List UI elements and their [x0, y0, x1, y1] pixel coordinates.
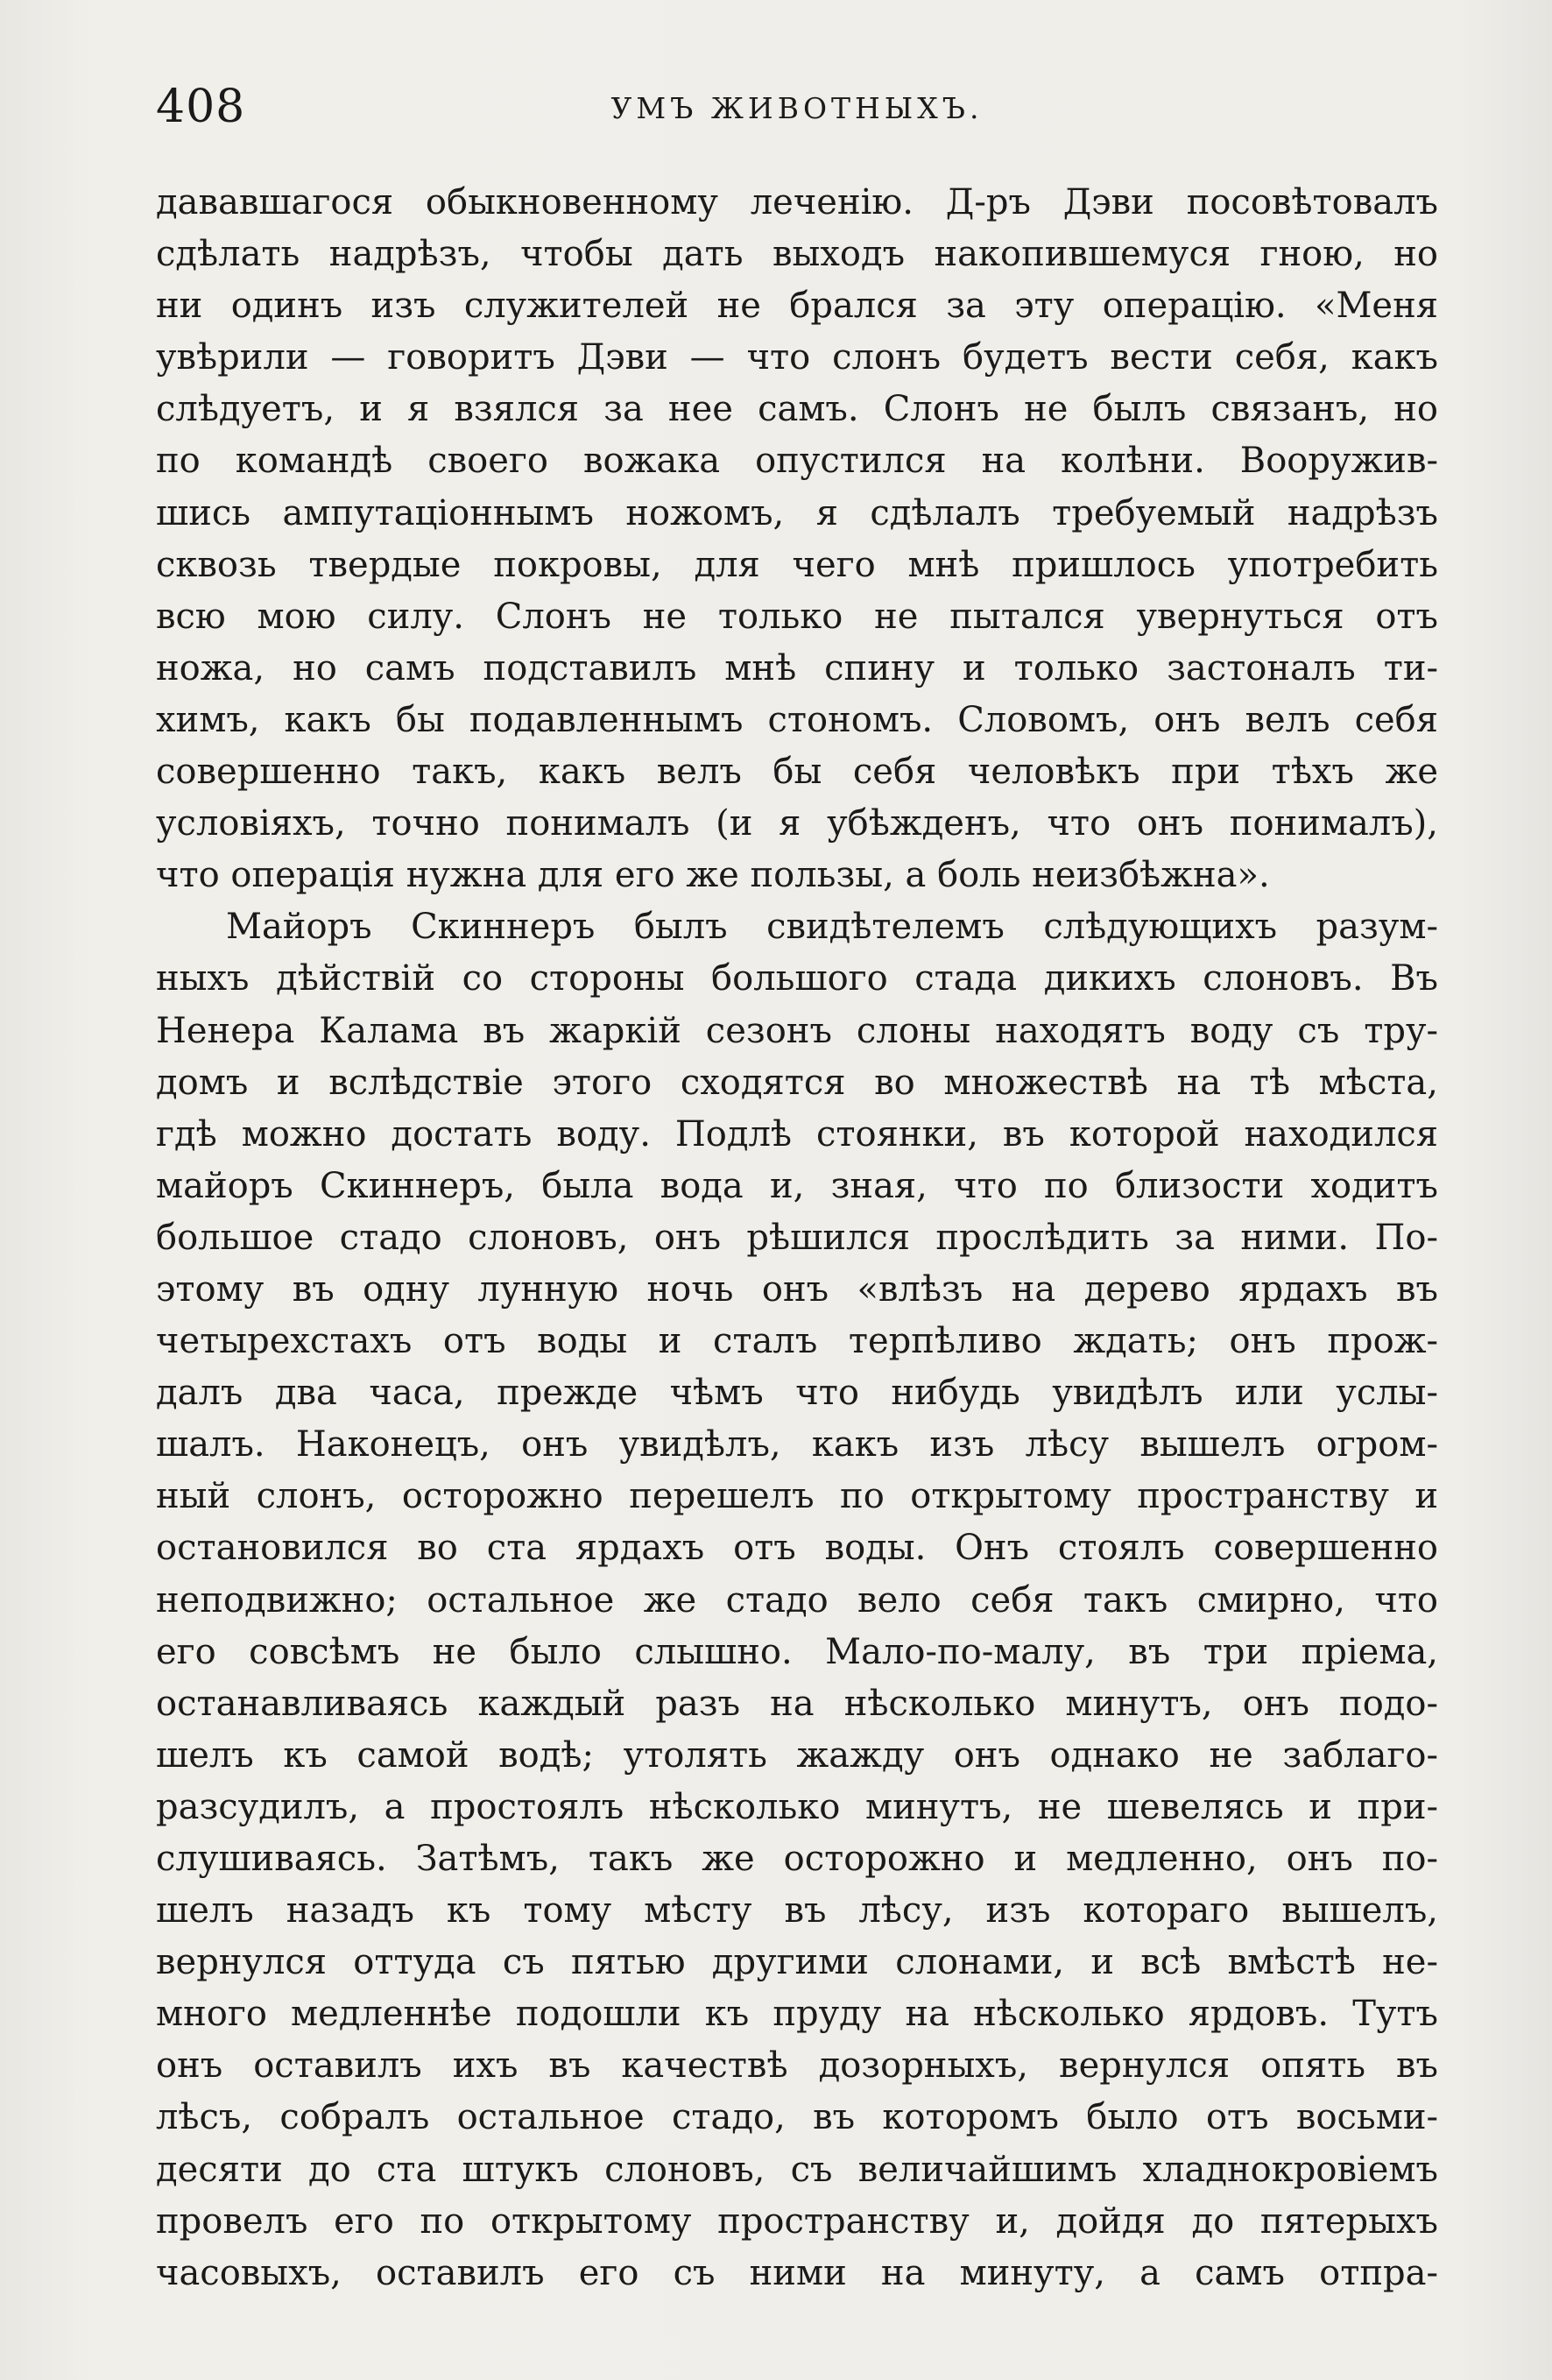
text-line: остановился во ста ярдахъ отъ воды. Онъ стоялъ совершенно	[156, 1528, 1438, 1569]
text-line: майоръ Скиннеръ, была вода и, зная, что по близости ходитъ	[156, 1165, 1438, 1206]
page-number: 408	[156, 81, 246, 133]
page-header	[156, 81, 1438, 133]
text-line: по командѣ своего вожака опустился на колѣни. Вооружив-	[156, 441, 1438, 482]
text-line: лѣсъ, собралъ остальное стадо, въ которомъ было отъ восьми-	[156, 2097, 1438, 2138]
text-line: ныхъ дѣйствій со стороны большого стада дикихъ слоновъ. Въ	[156, 958, 1438, 999]
text-line: увѣрили — говоритъ Дэви — что слонъ будетъ вести себя, какъ	[156, 337, 1438, 378]
text-line: слушиваясь. Затѣмъ, такъ же осторожно и медленно, онъ по-	[156, 1839, 1438, 1879]
text-line: его совсѣмъ не было слышно. Мало-по-малу, въ три пріема,	[156, 1631, 1438, 1672]
text-line: всю мою силу. Слонъ не только не пытался увернуться отъ	[156, 596, 1438, 637]
text-line: провелъ его по открытому пространству и, дойдя до пятерыхъ	[156, 2200, 1438, 2242]
text-line: ный слонъ, осторожно перешелъ по открытому пространству и	[156, 1476, 1438, 1517]
text-line: ни одинъ изъ служителей не брался за эту операцію. «Меня	[156, 286, 1438, 327]
text-line: слѣдуетъ, и я взялся за нее самъ. Слонъ не былъ связанъ, но	[156, 389, 1438, 430]
text-line: шалъ. Наконецъ, онъ увидѣлъ, какъ изъ лѣсу вышелъ огром-	[156, 1424, 1438, 1465]
text-line: Майоръ Скиннеръ былъ свидѣтелемъ слѣдующихъ разум-	[226, 907, 1438, 948]
text-line: много медленнѣе подошли къ пруду на нѣсколько ярдовъ. Тутъ	[156, 1994, 1438, 2035]
text-line: дававшагося обыкновенному леченію. Д-ръ Дэви посовѣтовалъ	[156, 182, 1438, 222]
text-line: Ненера Калама въ жаркій сезонъ слоны находятъ воду съ тру-	[156, 1010, 1438, 1051]
text-line: ножа, но самъ подставилъ мнѣ спину и только застоналъ ти-	[156, 647, 1438, 689]
text-line: сквозь твердые покровы, для чего мнѣ пришлось употребить	[156, 544, 1438, 585]
text-line: гдѣ можно достать воду. Подлѣ стоянки, въ которой находился	[156, 1113, 1438, 1155]
text-line: домъ и вслѣдствіе этого сходятся во множествѣ на тѣ мѣста,	[156, 1062, 1438, 1103]
text-line: шелъ назадъ къ тому мѣсту въ лѣсу, изъ котораго вышелъ,	[156, 1890, 1438, 1932]
text-line: далъ два часа, прежде чѣмъ что нибудь увидѣлъ или услы-	[156, 1373, 1438, 1414]
text-line: химъ, какъ бы подавленнымъ стономъ. Словомъ, онъ велъ себя	[156, 699, 1438, 740]
text-line: условіяхъ, точно понималъ (и я убѣжденъ, что онъ понималъ),	[156, 803, 1438, 844]
text-line: сдѣлать надрѣзъ, чтобы дать выходъ накопившемуся гною, но	[156, 234, 1438, 275]
text-line: большое стадо слоновъ, онъ рѣшился прослѣдить за ними. По-	[156, 1217, 1438, 1258]
text-line: часовыхъ, оставилъ его съ ними на минуту, а самъ отпра-	[156, 2252, 1438, 2293]
text-line: десяти до ста штукъ слоновъ, съ величайшимъ хладнокровіемъ	[156, 2149, 1438, 2190]
text-line: онъ оставилъ ихъ въ качествѣ дозорныхъ, вернулся опять въ	[156, 2045, 1438, 2087]
text-line: этому въ одну лунную ночь онъ «влѣзъ на дерево ярдахъ въ	[156, 1268, 1438, 1310]
text-line: шелъ къ самой водѣ; утолять жажду онъ однако не заблаго-	[156, 1734, 1438, 1776]
text-line: останавливаясь каждый разъ на нѣсколько минутъ, онъ подо-	[156, 1683, 1438, 1724]
text-line: шись ампутаціоннымъ ножомъ, я сдѣлалъ требуемый надрѣзъ	[156, 492, 1438, 533]
text-line: вернулся оттуда съ пятью другими слонами, и всѣ вмѣстѣ не-	[156, 1942, 1438, 1983]
running-title: УМЪ ЖИВОТНЫХЪ.	[610, 91, 984, 125]
text-line: что операція нужна для его же пользы, а боль неизбѣжна».	[156, 855, 1270, 896]
text-line: четырехстахъ отъ воды и сталъ терпѣливо ждать; онъ прож-	[156, 1321, 1438, 1362]
body-text	[156, 177, 1438, 2299]
text-line: разсудилъ, а простоялъ нѣсколько минутъ, не шевелясь и при-	[156, 1786, 1438, 1827]
text-line: совершенно такъ, какъ велъ бы себя человѣкъ при тѣхъ же	[156, 752, 1438, 793]
text-line: неподвижно; остальное же стадо вело себя такъ смирно, что	[156, 1579, 1438, 1621]
